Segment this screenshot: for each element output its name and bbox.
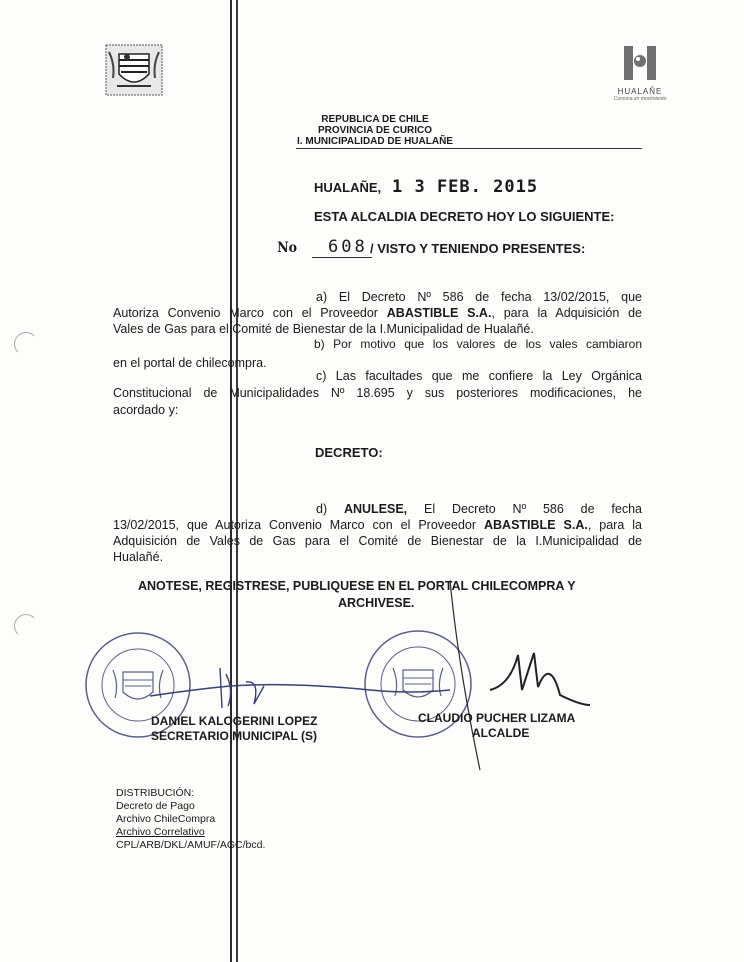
mayor-title: ALCALDE — [472, 726, 530, 740]
decreto-title: DECRETO: — [315, 445, 383, 460]
decree-intro: ESTA ALCALDIA DECRETO HOY LO SIGUIENTE: — [314, 209, 615, 224]
consideration-a-line3: Vales de Gas para el Comité de Bienestar de la I.Municipalidad de Hualañé. — [113, 322, 534, 336]
d-line2-pre: 13/02/2015, que Autoriza Convenio Marco con el Proveedor — [113, 518, 484, 532]
logo-name: HUALAÑE — [617, 87, 663, 96]
punch-hole-mark — [14, 332, 38, 356]
number-underline — [312, 257, 372, 258]
secretary-name: DANIEL KALOGERINI LOPEZ — [151, 714, 318, 728]
consideration-a-line2 — [113, 305, 642, 322]
mayor-name: CLAUDIO PUCHER LIZAMA — [418, 711, 576, 725]
consideration-b-line1: b) Por motivo que los valores de los vales cambiaron — [314, 337, 642, 351]
header-province: PROVINCIA DE CURICO — [317, 125, 433, 136]
header-republic: REPUBLICA DE CHILE — [321, 114, 429, 125]
punch-hole-mark — [14, 614, 38, 638]
consideration-c-line3: acordado y: — [113, 403, 179, 417]
header-rule — [296, 148, 642, 149]
distribution-title: DISTRIBUCIÓN: — [116, 787, 195, 799]
resolution-line3: Adquisición de Vales de Gas para el Comité de Bienestar de la I.Municipalidad de — [113, 534, 642, 548]
resolution-line2 — [113, 517, 642, 534]
consideration-c-line1: c) Las facultades que me confiere la Ley Orgánica — [316, 369, 642, 383]
consideration-b-line2: en el portal de chilecompra. — [113, 356, 267, 370]
hualane-h-icon — [620, 44, 660, 82]
hualane-logo — [608, 44, 672, 106]
d-line2-post: , para la — [587, 518, 643, 532]
d-pre: d) — [316, 502, 344, 516]
decree-no-label: No — [277, 240, 298, 256]
resolution-line4: Hualañé. — [113, 550, 164, 564]
decree-visto: / VISTO Y TENIENDO PRESENTES: — [370, 241, 586, 256]
a-line2-post: , para la Adquisición de — [491, 306, 642, 320]
decree-number: 608 — [328, 237, 368, 257]
closing-line2: ARCHIVESE. — [338, 596, 415, 610]
distribution-item: CPL/ARB/DKL/AMUF/AGC/bcd. — [116, 839, 266, 851]
scan-line-left — [230, 0, 232, 962]
provider-name: ABASTIBLE S.A. — [386, 306, 492, 320]
a-line2-pre: Autoriza Convenio Marco con el Proveedor — [113, 306, 387, 320]
scan-line-right — [236, 0, 238, 962]
date-stamp: 1 3 FEB. 2015 — [392, 177, 539, 197]
resolution-line1 — [316, 501, 642, 518]
anulese-word: ANULESE, — [343, 502, 408, 516]
distribution-item: Decreto de Pago — [116, 800, 195, 812]
provider-name-2: ABASTIBLE S.A. — [484, 518, 588, 532]
consideration-c-line2: Constitucional de Municipalidades Nº 18.695 y sus posteriores modificaciones, he — [113, 386, 642, 400]
d-line1-post: El Decreto Nº 586 de fecha — [407, 502, 642, 516]
mayor-signature — [450, 575, 610, 775]
distribution-item: Archivo ChileCompra — [116, 813, 216, 825]
logo-tagline: Comuna en movimiento — [613, 96, 667, 102]
consideration-a-line1: a) El Decreto Nº 586 de fecha 13/02/2015, que — [316, 290, 642, 304]
header-municipality: I. MUNICIPALIDAD DE HUALAÑE — [297, 136, 453, 147]
decree-place: HUALAÑE, — [314, 180, 382, 195]
secretary-signature — [150, 660, 450, 720]
closing-line1: ANOTESE, REGISTRESE, PUBLIQUESE EN EL PORTAL CHILECOMPRA Y — [138, 579, 576, 593]
secretary-title: SECRETARIO MUNICIPAL (S) — [151, 729, 318, 743]
distribution-item: Archivo Correlativo — [116, 826, 205, 838]
coat-of-arms-logo — [105, 44, 163, 96]
